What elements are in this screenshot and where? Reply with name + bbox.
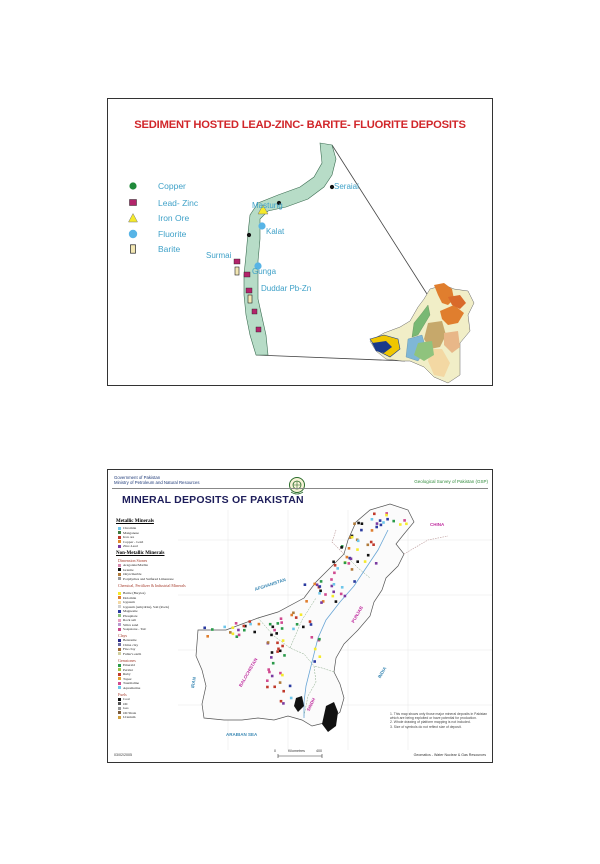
scale-label: Kilometres <box>288 749 305 753</box>
label-sindh: SINDH <box>305 697 317 712</box>
deposit-symbol <box>290 697 293 700</box>
legend-item: Ruby <box>118 672 131 676</box>
deposit-symbol <box>253 631 256 634</box>
sediment-belt <box>244 143 336 355</box>
legend-label-fluorite: Fluorite <box>158 229 187 239</box>
deposit-symbol <box>289 685 292 688</box>
legend-item: Magnesite <box>118 609 138 613</box>
deposit-symbol <box>330 578 333 581</box>
label-punjab: PUNJAB <box>350 605 365 624</box>
deposit-symbol <box>332 561 335 564</box>
deposit-symbol <box>375 526 378 529</box>
deposit-symbol <box>340 546 343 549</box>
map-label-kalat: Kalat <box>266 227 285 236</box>
deposit-symbol <box>357 540 360 543</box>
deposit-symbol <box>243 629 246 632</box>
deposit-symbol <box>316 584 319 587</box>
deposit-symbol <box>280 700 283 703</box>
deposit-symbol <box>273 686 276 689</box>
legend-item: Iron ore <box>118 535 134 539</box>
deposit-symbol <box>344 562 347 565</box>
deposit-symbol <box>223 626 226 629</box>
map-title: MINERAL DEPOSITS OF PAKISTAN <box>122 494 304 506</box>
legend-item: Zinc-Lead <box>118 544 138 548</box>
deposit-symbol <box>266 679 269 682</box>
deposit-symbol <box>276 642 279 645</box>
deposit-symbol <box>271 651 274 654</box>
deposit-symbol <box>332 591 335 594</box>
legend-sub-clays: Clays <box>118 633 128 638</box>
legend-item: Granite <box>118 568 134 572</box>
legend-item: Porphyrites and Sulfured Limestone <box>118 577 174 581</box>
deposit-symbol <box>267 641 270 644</box>
deposit-symbol <box>232 633 235 636</box>
deposit-symbol <box>266 686 269 689</box>
deposit-symbol <box>350 558 353 561</box>
deposit-symbol <box>281 645 284 648</box>
barite-marker <box>235 267 239 275</box>
deposit-symbol <box>399 523 402 526</box>
legend-item: Soapstone - Talc <box>118 627 146 631</box>
legend-sub-dimension: Dimension Stones <box>118 558 148 563</box>
deposit-symbol <box>295 616 298 619</box>
deposit-symbol <box>281 674 284 677</box>
scale-max: 400 <box>316 749 322 753</box>
deposit-symbol <box>235 622 238 625</box>
scale-bar <box>278 754 322 758</box>
deposit-symbol <box>279 681 282 684</box>
legend-item: Chromite <box>118 526 136 530</box>
deposit-symbol <box>211 628 214 631</box>
legend-item: Uranium <box>118 715 135 719</box>
deposit-symbol <box>372 543 375 546</box>
label-india: INDIA <box>376 665 388 680</box>
deposit-symbol <box>305 600 308 603</box>
deposit-symbol <box>356 560 359 563</box>
legend-item: Aragonite/Marble <box>118 563 148 567</box>
deposit-symbol <box>346 556 349 559</box>
deposit-symbol <box>237 629 240 632</box>
label-afghanistan: AFGHANISTAN <box>254 577 287 592</box>
lead-zinc-marker <box>246 288 252 293</box>
deposit-symbol <box>249 620 252 623</box>
deposit-symbol <box>238 634 241 637</box>
deposit-symbol <box>249 623 252 626</box>
deposit-symbol <box>272 662 275 665</box>
deposit-symbol <box>335 600 338 603</box>
legend-item: Gypsum (anhydrite), Salt (Rock) <box>118 605 169 609</box>
deposit-symbol <box>351 568 354 571</box>
deposit-symbol <box>364 560 367 563</box>
deposit-symbol <box>370 541 373 544</box>
header-ministry: Ministry of Petroleum and Natural Resources <box>114 480 200 485</box>
deposit-symbol <box>319 655 322 658</box>
lead-zinc-marker <box>244 272 250 277</box>
legend-item: Emerald <box>118 663 135 667</box>
legend-item: Silica sand <box>118 623 138 627</box>
deposit-symbol <box>375 562 378 565</box>
legend-item: Fuller's earth <box>118 652 141 656</box>
deposit-symbol <box>333 583 336 586</box>
legend-label-copper: Copper <box>158 181 186 191</box>
deposit-symbol <box>379 519 382 522</box>
copper-marker <box>247 233 251 237</box>
lead-zinc-marker <box>234 259 240 264</box>
deposit-symbol <box>367 544 370 547</box>
label-iran: IRAN <box>190 676 197 689</box>
legend-sub-chemical: Chemical, Fertilizer & Industrial Minerals <box>118 583 186 588</box>
deposit-symbol <box>283 654 286 657</box>
map-label-mastung: Mastung <box>252 201 283 210</box>
deposit-symbol <box>302 626 305 629</box>
deposit-symbol <box>304 583 307 586</box>
legend-label-barite: Barite <box>158 244 181 254</box>
slide-mineral-deposits-of-pakistan <box>107 469 493 763</box>
deposit-symbol <box>403 519 406 522</box>
deposit-symbol <box>360 529 363 532</box>
deposit-symbol <box>357 522 360 525</box>
note-2: 2. Whole drawing of platform mapping is not included. <box>390 720 471 725</box>
deposit-symbol <box>318 592 321 595</box>
map-label-seraiai: Seraiai <box>334 182 359 191</box>
deposit-symbol <box>296 623 299 626</box>
deposit-symbol <box>353 522 356 525</box>
deposit-symbol <box>344 595 347 598</box>
barite-marker <box>248 295 252 303</box>
legend-item: Peridot <box>118 668 133 672</box>
deposit-symbol <box>277 648 280 651</box>
deposit-symbol <box>292 628 295 631</box>
map-label-duddar: Duddar Pb-Zn <box>261 284 312 293</box>
deposit-symbol <box>232 626 235 629</box>
legend-item: Gas <box>118 706 128 710</box>
legend-item: Fire clay <box>118 647 135 651</box>
legend-item: Dolomite <box>118 596 136 600</box>
deposit-symbol <box>341 586 344 589</box>
deposit-symbol <box>271 675 274 678</box>
deposit-symbol <box>275 632 278 635</box>
deposit-symbol <box>229 631 232 634</box>
header-government: Government of Pakistan <box>114 475 161 480</box>
deposit-symbol <box>382 521 385 524</box>
legend-item: Aquamarine <box>118 686 140 690</box>
deposit-symbol <box>311 636 314 639</box>
deposit-symbol <box>367 554 370 557</box>
slide-lead-zinc-barite-fluorite <box>107 98 493 386</box>
deposit-symbol <box>333 572 336 575</box>
legend-sub-fuels: Fuels <box>118 692 127 697</box>
map-notes <box>390 712 490 729</box>
deposit-symbol <box>405 523 408 526</box>
legend-item: Barite (Barytes) <box>118 591 145 595</box>
legend-item: Gypsum <box>118 600 135 604</box>
deposit-symbol <box>282 639 285 642</box>
label-balochistan: BALOCHISTAN <box>237 657 259 688</box>
legend-item: Bentonite <box>118 638 137 642</box>
lead-zinc-marker <box>256 327 261 332</box>
deposit-symbol <box>258 623 261 626</box>
legend-item: Topaz <box>118 677 132 681</box>
deposit-symbol <box>300 613 303 616</box>
deposit-symbol <box>243 625 246 628</box>
deposit-symbol <box>392 520 395 523</box>
label-arabian-sea: ARABIAN SEA <box>226 732 258 737</box>
deposit-symbol <box>270 634 273 637</box>
deposit-symbol <box>356 548 359 551</box>
deposit-symbol <box>272 626 275 629</box>
projection-line-top <box>332 145 434 305</box>
deposit-symbol <box>351 536 354 539</box>
deposit-symbol <box>267 668 270 671</box>
deposit-symbol <box>376 522 379 525</box>
deposit-symbol <box>361 522 364 525</box>
deposit-symbol <box>269 623 272 626</box>
deposit-symbol <box>276 650 279 653</box>
deposit-symbol <box>340 593 343 596</box>
deposit-symbol <box>290 614 293 617</box>
deposit-symbol <box>336 567 339 570</box>
deposit-symbol <box>386 518 389 521</box>
legend-item: Manganese <box>118 531 139 535</box>
lead-zinc-marker <box>252 309 257 314</box>
legend-item: Onyx/marble <box>118 572 141 576</box>
deposit-symbol <box>324 593 327 596</box>
scale-zero: 0 <box>274 749 276 753</box>
deposit-symbol <box>268 671 271 674</box>
legend-item: Tourmaline <box>118 681 139 685</box>
deposit-symbol <box>280 621 283 624</box>
deposit-symbol <box>332 595 335 598</box>
legend-head-nonmetallic: Non-Metallic Minerals <box>116 551 165 556</box>
map-label-gunga: Gunga <box>252 267 277 276</box>
deposit-symbol <box>348 562 351 565</box>
deposit-symbol <box>203 627 206 630</box>
header-gsp: Geological Survey of Pakistan (GSP) <box>414 479 488 484</box>
deposit-symbol <box>371 529 374 532</box>
deposit-symbol <box>334 564 337 567</box>
footer-credit: Geomatics - Water Nuclear & Gas Resources <box>413 753 486 757</box>
deposit-symbol <box>236 635 239 638</box>
lead-zinc-map <box>108 99 494 387</box>
deposit-symbol <box>318 638 321 641</box>
legend-label-iron-ore: Iron Ore <box>158 213 190 223</box>
deposit-symbol <box>270 656 273 659</box>
deposit-symbol <box>319 590 322 593</box>
deposit-symbol <box>310 623 313 626</box>
legend-item: Coal <box>118 697 130 701</box>
deposit-symbol <box>380 524 383 527</box>
deposit-symbol <box>282 690 285 693</box>
deposit-symbol <box>385 514 388 517</box>
deposit-symbol <box>273 629 276 632</box>
legend-head-metallic: Metallic Minerals <box>116 519 154 524</box>
deposit-symbol <box>320 580 323 583</box>
legend-item: China clay <box>118 643 138 647</box>
deposit-symbol <box>313 583 316 586</box>
deposit-symbol <box>320 601 323 604</box>
map-label-surmai: Surmai <box>206 251 232 260</box>
deposit-symbol <box>319 585 322 588</box>
deposit-symbol <box>280 617 283 620</box>
note-1: 1. This map shows only those major mineral deposits in Pakistan which are being exploited or have potential for production. <box>390 712 488 721</box>
legend-item: Copper - Gold <box>118 540 143 544</box>
deposit-symbol <box>282 702 285 705</box>
note-3: 3. Size of symbols do not reflect size of deposit. <box>390 724 462 729</box>
deposit-symbol <box>371 518 374 521</box>
deposit-symbol <box>206 635 209 638</box>
deposit-symbol <box>314 648 317 651</box>
legend-item: Rock salt <box>118 618 136 622</box>
deposit-symbol <box>309 620 312 623</box>
legend-sub-gemstones: Gemstones <box>118 658 136 663</box>
legend-item: Oil <box>118 702 127 706</box>
fluorite-marker <box>258 222 265 229</box>
legend-label-lead-zinc: Lead- Zinc <box>158 198 199 208</box>
deposit-symbol <box>313 660 316 663</box>
deposit-symbol <box>277 622 280 625</box>
deposit-symbol <box>353 580 356 583</box>
label-china: CHINA <box>430 522 445 527</box>
pakistan-inset-map <box>370 283 474 383</box>
deposit-symbol <box>348 547 351 550</box>
slide-title: SEDIMENT HOSTED LEAD-ZINC- BARITE- FLUORITE DEPOSITS <box>134 119 466 131</box>
deposit-symbol <box>281 627 284 630</box>
legend-item: Oil Shale <box>118 711 136 715</box>
legend-item: Phosphate <box>118 614 137 618</box>
footer-date: 03/02/2005 <box>114 753 132 757</box>
deposit-symbol <box>373 513 376 516</box>
